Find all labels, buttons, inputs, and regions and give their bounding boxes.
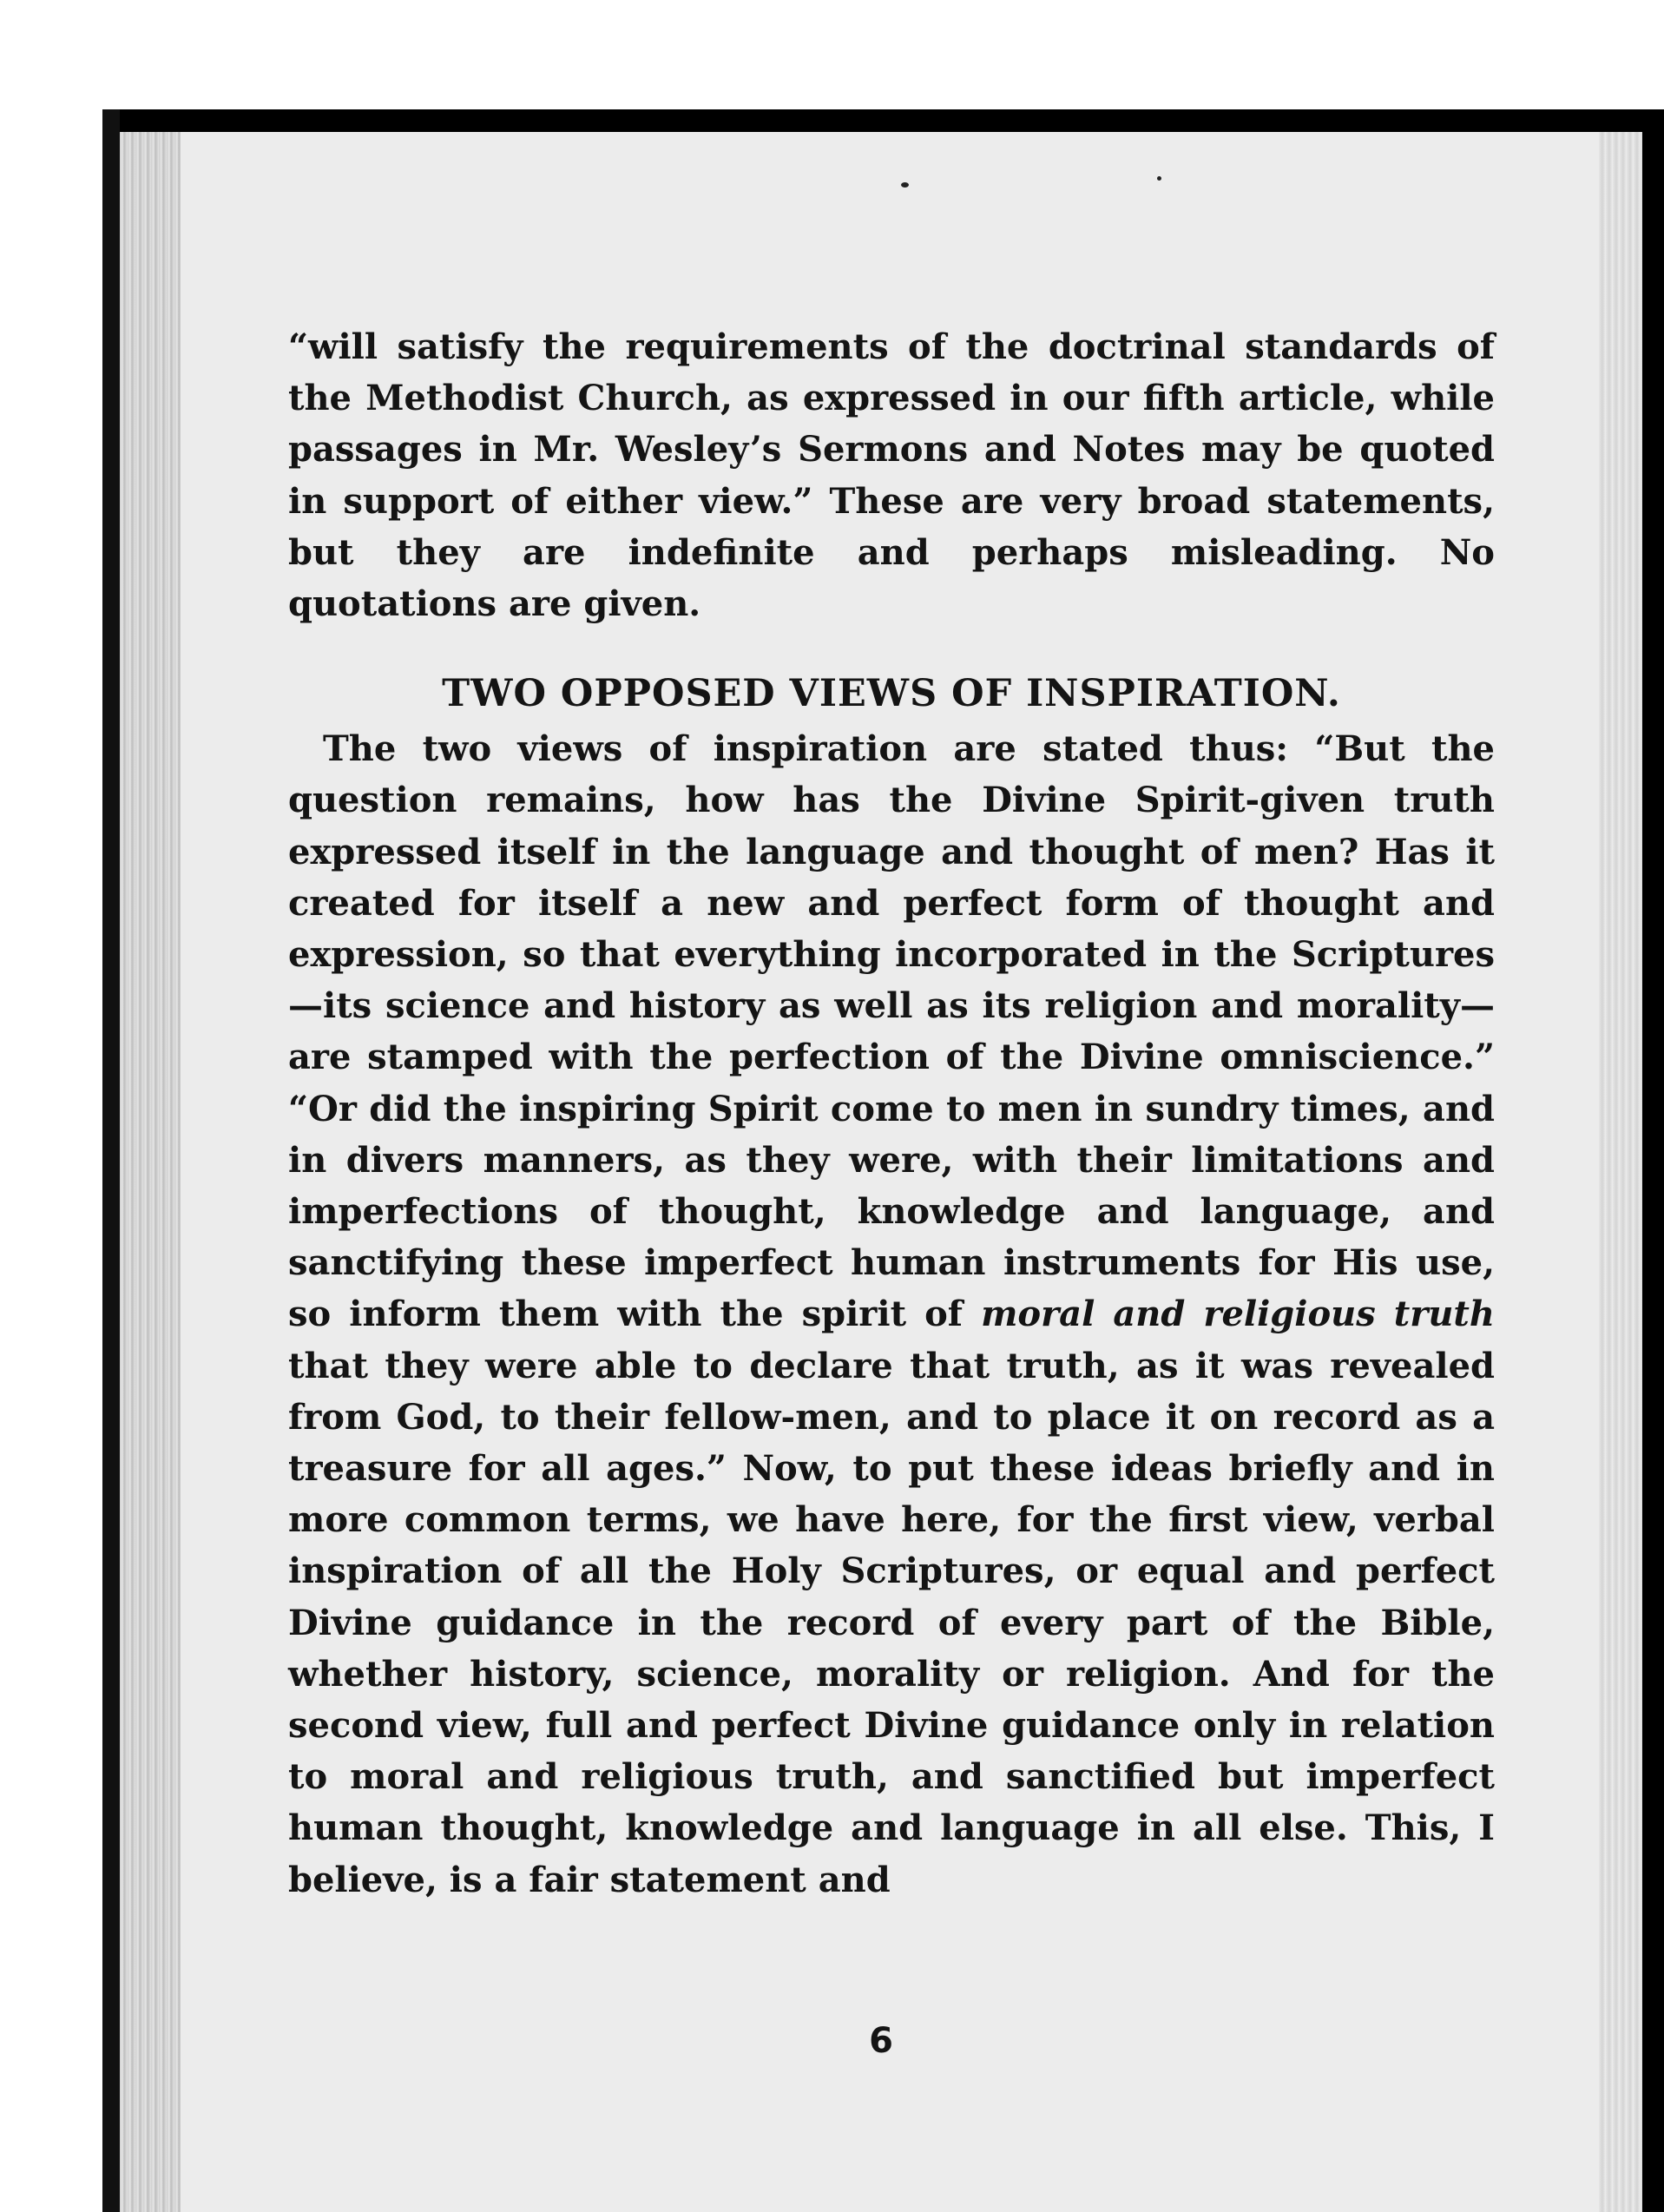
scan-frame-top: [102, 109, 1664, 132]
page-number: 6: [869, 2021, 893, 2061]
page-body: [288, 321, 1495, 1906]
paragraph-2-text-start: The two views of inspiration are stated thus: “But the question remains, how has the Divine Spirit-given truth expressed itself in the language and thought of men? Has it created for itself a new and perfect form of thought and expression, so that everything incorporated in the Scriptures—its science and history as well as its religion and morality—are stamped with the perfection of the Divine omniscience.” “Or did the inspiring Spirit come to men in sundry times, and in divers manners, as they were, with their limitations and imperfections of thought, knowledge and language, and sanctifying these imperfect human instruments for His use, so inform them with the spirit of: [288, 728, 1495, 1335]
scan-frame-right: [1642, 109, 1664, 2212]
section-heading: TWO OPPOSED VIEWS OF INSPIRATION.: [442, 672, 1341, 716]
paragraph-1: “will satisfy the requirements of the doctrinal standards of the Methodist Church, as expressed in our fifth article, while passages in Mr. Wesley’s Sermons and Notes may be quoted in support of either view.” These are very broad statements, but they are indefinite and perhaps misleading. No quotations are given.: [288, 326, 1495, 625]
paragraph-2: [288, 723, 1495, 1906]
scan-speck: [901, 182, 909, 188]
page-outer-edge: [1599, 132, 1642, 2212]
paragraph-2-italic-phrase: moral and religious truth: [981, 1294, 1495, 1335]
paragraph-2-text-end: that they were able to declare that truth, as it was revealed from God, to their fellow-men, and to place it on record as a treasure for all ages.” Now, to put these ideas briefly and in more common terms, we have here, for the first view, verbal inspiration of all the Holy Scriptures, or equal and perfect Divine guidance in the record of every part of the Bible, whether history, science, morality or religion. And for the second view, full and perfect Divine guidance only in relation to moral and religious truth, and sanctified but imperfect human thought, knowledge and language in all else. This, I believe, is a fair statement and: [288, 1345, 1495, 1900]
scan-speck: [1157, 176, 1161, 181]
scan-top-margin: [0, 0, 1664, 109]
scan-frame-left: [102, 109, 120, 2212]
book-page: [120, 132, 1642, 2212]
page-binding-edge: [120, 132, 181, 2212]
